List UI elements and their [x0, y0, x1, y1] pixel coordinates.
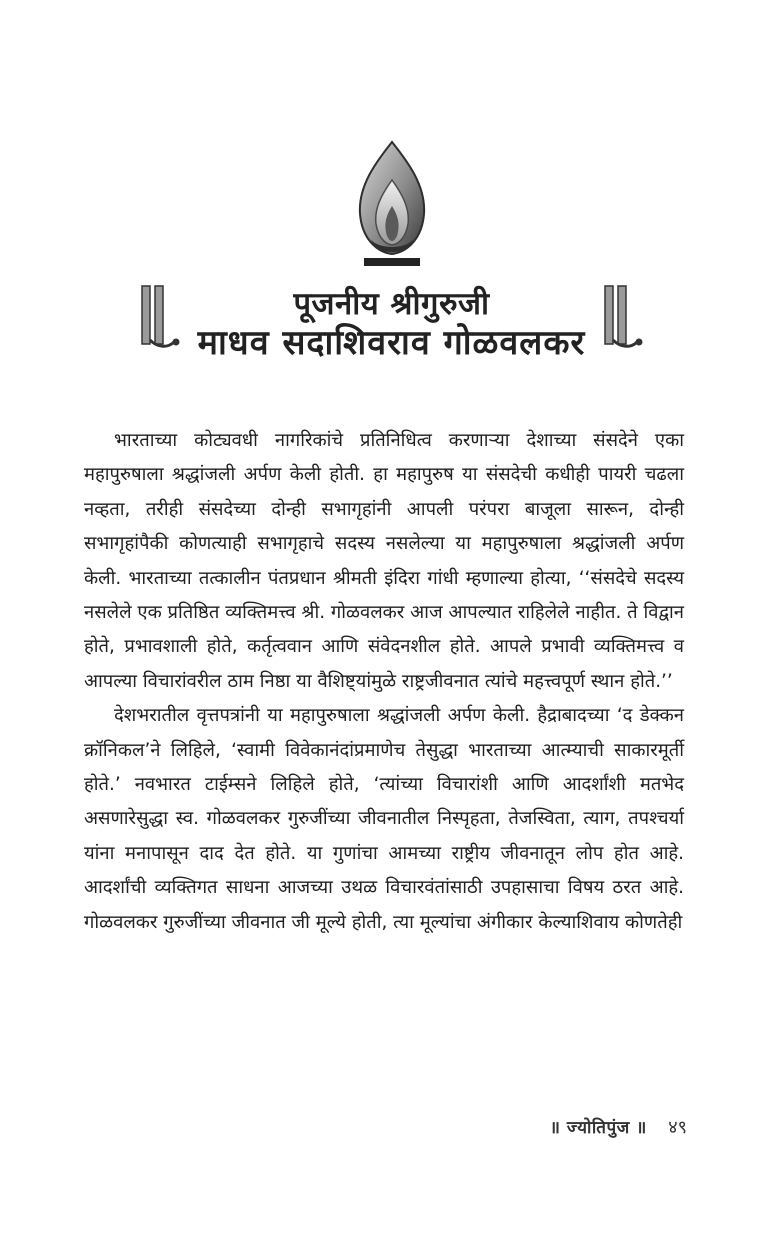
chapter-body: [84, 424, 684, 940]
heading-line-1: पूजनीय श्रीगुरुजी: [293, 286, 490, 322]
paragraph-2: देशभरातील वृत्तपत्रांनी या महापुरुषाला श्रद्धांजली अर्पण केली. हैद्राबादच्या ‘द डेक्कन क्रॉनिकल’ने लिहिले, ‘स्वामी विवेकानंदांप्रमाणेच तेसुद्धा भारताच्या आत्म्याची साकारमूर्ती होते.’ नवभारत टाईम्सने लिहिले होते, ‘त्यांच्या विचारांशी आणि आदर्शांशी मतभेद असणारेसुद्धा स्व. गोळवलकर गुरुजींच्या जीवनातील निस्पृहता, तेजस्विता, त्याग, तपश्चर्या यांना मनापासून दाद देत होते. या गुणांचा आमच्या राष्ट्रीय जीवनातून लोप होत आहे. आदर्शांची व्यक्तिगत साधना आजच्या उथळ विचारवंतांसाठी उपहासाचा विषय ठरत आहे. गोळवलकर गुरुजींच्या जीवनात जी मूल्ये होती, त्या मूल्यांचा अंगीकार केल्याशिवाय कोणतेही: [84, 705, 684, 933]
page-footer: [550, 1115, 687, 1139]
footer-book-title: ॥ ज्योतिपुंज ॥: [549, 1118, 647, 1138]
heading-line-2: माधव सदाशिवराव गोळवलकर: [197, 323, 586, 363]
page-number: ४९: [668, 1117, 687, 1138]
chapter-heading: [130, 282, 653, 362]
paragraph-1: भारताच्या कोट्यवधी नागरिकांचे प्रतिनिधित्व करणाऱ्या देशाच्या संसदेने एका महापुरुषाला श्रद्धांजली अर्पण केली होती. हा महापुरुष या संसदेची कधीही पायरी चढला नव्हता, तरीही संसदेच्या दोन्ही सभागृहांनी आपली परंपरा बाजूला सारून, दोन्ही सभागृहांपैकी कोणत्याही सभागृहाचे सदस्य नसलेल्या या महापुरुषाला श्रद्धांजली अर्पण केली. भारताच्या तत्कालीन पंतप्रधान श्रीमती इंदिरा गांधी म्हणाल्या होत्या, ‘‘संसदेचे सदस्य नसलेले एक प्रतिष्ठित व्यक्तिमत्त्व श्री. गोळवलकर आज आपल्यात राहिलेले नाहीत. ते विद्वान होते, प्रभावशाली होते, कर्तृत्ववान आणि संवेदनशील होते. आपले प्रभावी व्यक्तिमत्त्व व आपल्या विचारांवरील ठाम निष्ठा या वैशिष्ट्यांमुळे राष्ट्रजीवनात त्यांचे महत्त्वपूर्ण स्थान होते.’’: [84, 430, 684, 692]
flame-lamp-icon: [352, 140, 432, 270]
double-danda-right-icon: [601, 282, 647, 352]
